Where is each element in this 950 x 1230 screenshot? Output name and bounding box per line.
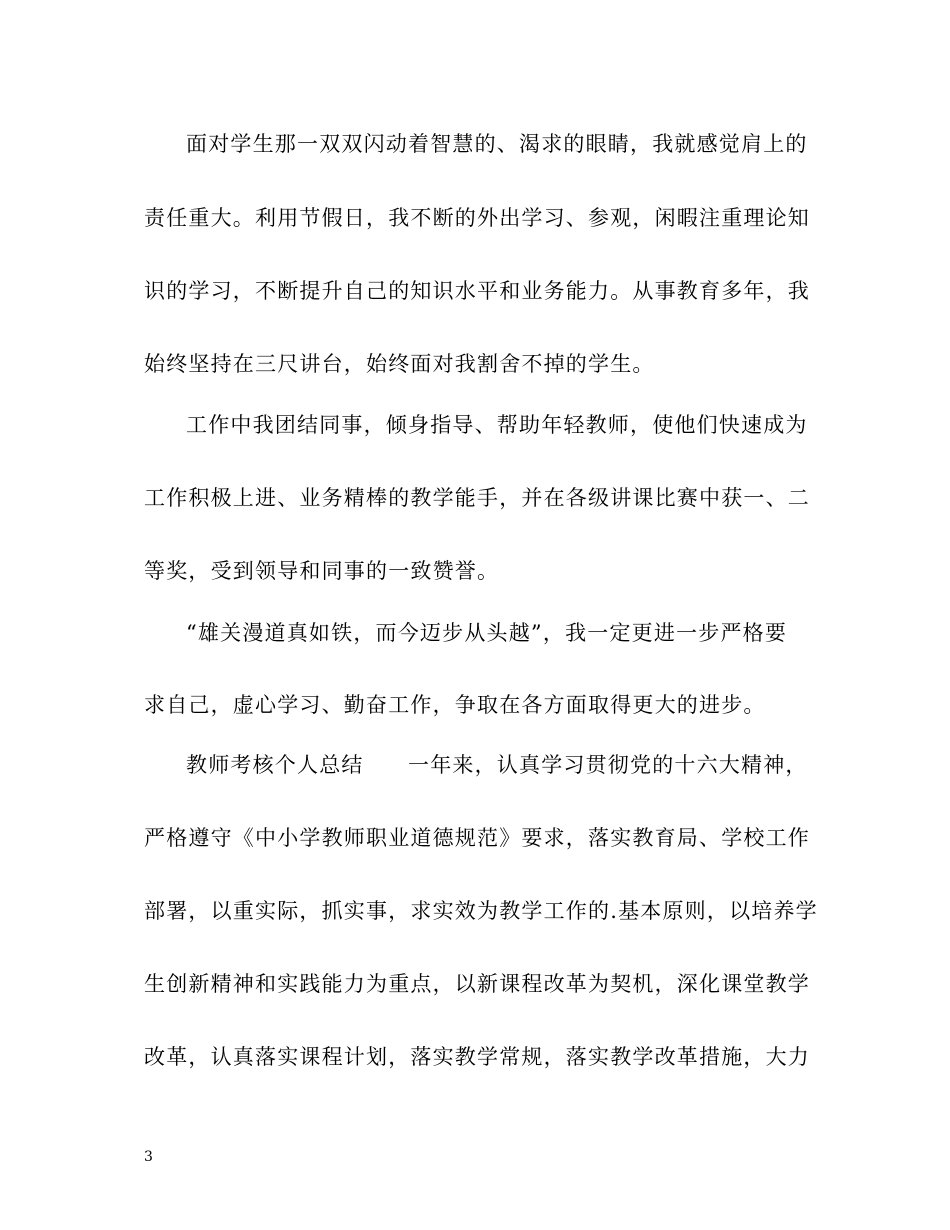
paragraph-3-line-2: 求自己，虚心学习、勤奋工作，争取在各方面取得更大的进步。 — [144, 693, 766, 717]
paragraph-1-line-3: 识的学习，不断提升自己的知识水平和业务能力。从事教育多年，我 — [144, 279, 810, 303]
paragraph-4-line-1: 教师考核个人总结 一年来，认真学习贯彻党的十六大精神， — [186, 753, 808, 777]
paragraph-1-line-2: 责任重大。利用节假日，我不断的外出学习、参观，闲暇注重理论知 — [144, 206, 810, 230]
paragraph-2-line-3: 等奖，受到领导和同事的一致赞誉。 — [144, 559, 500, 583]
paragraph-3-line-1: “雄关漫道真如铁，而今迈步从头越”，我一定更进一步严格要 — [186, 621, 788, 645]
paragraph-2-line-2: 工作积极上进、业务精棒的教学能手，并在各级讲课比赛中获一、二 — [144, 486, 810, 510]
paragraph-2-line-1: 工作中我团结同事，倾身指导、帮助年轻教师，使他们快速成为 — [186, 413, 808, 437]
paragraph-4-line-5: 改革，认真落实课程计划，落实教学常规，落实教学改革措施，大力 — [144, 1045, 810, 1069]
paragraph-4-line-2: 严格遵守《中小学教师职业道德规范》要求，落实教育局、学校工作 — [144, 826, 810, 850]
paragraph-1-line-4: 始终坚持在三尺讲台，始终面对我割舍不掉的学生。 — [144, 352, 655, 376]
paragraph-4-line-3: 部署，以重实际，抓实事，求实效为教学工作的.基本原则，以培养学 — [144, 899, 818, 923]
paragraph-1-line-1: 面对学生那一双双闪动着智慧的、渴求的眼睛，我就感觉肩上的 — [186, 132, 808, 156]
paragraph-4-line-4: 生创新精神和实践能力为重点，以新课程改革为契机，深化课堂教学 — [144, 972, 810, 996]
page-number: 3 — [144, 1149, 153, 1165]
